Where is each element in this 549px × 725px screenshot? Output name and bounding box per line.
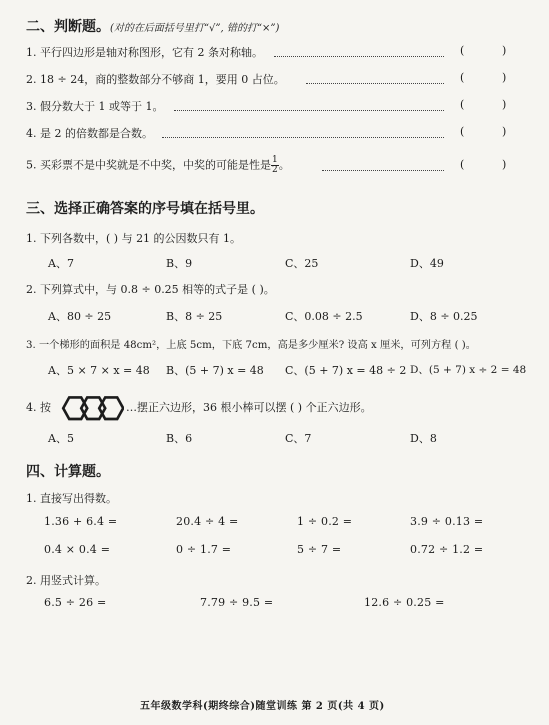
dotted-leader xyxy=(174,110,444,111)
hexagon-row-figure xyxy=(60,386,124,426)
calc-item: 1.36 + 6.4 = xyxy=(44,515,118,528)
choice-q2-option-c[interactable]: C、0.08 ÷ 2.5 xyxy=(285,310,363,323)
judge-item-5: 5. 买彩票不是中奖就是不中奖，中奖的可能是性是 $\frac{1}{2}$ 。 xyxy=(26,155,290,175)
choice-q4-option-a[interactable]: A、5 xyxy=(48,432,74,445)
answer-paren-close[interactable]: ) xyxy=(502,125,507,138)
answer-paren-open[interactable]: ( xyxy=(460,98,465,111)
calc-item: 12.6 ÷ 0.25 = xyxy=(364,596,445,609)
choice-q2-option-b[interactable]: B、8 ÷ 25 xyxy=(166,310,223,323)
choice-q3-option-a[interactable]: A、5 × 7 × x = 48 xyxy=(48,364,150,377)
choice-q3-option-d[interactable]: D、(5 + 7) x ÷ 2 = 48 xyxy=(410,364,527,376)
choice-q2: 2. 下列算式中，与 0.8 ÷ 0.25 相等的式子是 ( )。 xyxy=(26,283,275,296)
judge-item-3: 3. 假分数大于 1 或等于 1。 xyxy=(26,100,164,113)
choice-q3: 3. 一个梯形的面积是 48cm²，上底 5cm，下底 7cm，高是多少厘米? 设高 x 厘米，可列方程 ( )。 xyxy=(26,340,476,351)
calc-item: 0.4 × 0.4 = xyxy=(44,543,111,556)
choice-q1-option-b[interactable]: B、9 xyxy=(166,257,193,270)
choice-q3-option-c[interactable]: C、(5 + 7) x = 48 ÷ 2 xyxy=(285,364,407,377)
dotted-leader xyxy=(274,56,444,57)
choice-q1-option-a[interactable]: A、7 xyxy=(48,257,74,270)
choice-q3-option-b[interactable]: B、(5 + 7) x = 48 xyxy=(166,364,264,377)
section3-title: 三、选择正确答案的序号填在括号里。 xyxy=(26,201,264,217)
answer-paren-close[interactable]: ) xyxy=(502,44,507,57)
calc-item: 6.5 ÷ 26 = xyxy=(44,596,107,609)
fraction-one-half: $\frac{1}{2}$ xyxy=(272,155,278,175)
section2-title: 二、判断题。(对的在后面括号里打“√”, 错的打“×”) xyxy=(26,19,280,35)
calc-item: 5 ÷ 7 = xyxy=(297,543,342,556)
choice-q2-option-d[interactable]: D、8 ÷ 0.25 xyxy=(410,310,478,323)
choice-q4-prefix: 4. 按 xyxy=(26,401,51,414)
calc-item: 0 ÷ 1.7 = xyxy=(176,543,232,556)
choice-q1-option-d[interactable]: D、49 xyxy=(410,257,444,270)
answer-paren-close[interactable]: ) xyxy=(502,71,507,84)
calc-item: 3.9 ÷ 0.13 = xyxy=(410,515,484,528)
choice-q1-option-c[interactable]: C、25 xyxy=(285,257,319,270)
calc-sub1: 1. 直接写出得数。 xyxy=(26,492,117,505)
choice-q2-option-a[interactable]: A、80 ÷ 25 xyxy=(48,310,112,323)
answer-paren-open[interactable]: ( xyxy=(460,71,465,84)
choice-q4-option-b[interactable]: B、6 xyxy=(166,432,193,445)
answer-paren-open[interactable]: ( xyxy=(460,158,465,171)
answer-paren-open[interactable]: ( xyxy=(460,125,465,138)
answer-paren-close[interactable]: ) xyxy=(502,158,507,171)
answer-paren-open[interactable]: ( xyxy=(460,44,465,57)
calc-item: 20.4 ÷ 4 = xyxy=(176,515,239,528)
dotted-leader xyxy=(162,137,444,138)
dotted-leader xyxy=(322,170,444,171)
choice-q4-option-c[interactable]: C、7 xyxy=(285,432,312,445)
judge-item-4: 4. 是 2 的倍数都是合数。 xyxy=(26,127,153,140)
calc-sub2: 2. 用竖式计算。 xyxy=(26,574,106,587)
judge-item-2: 2. 18 ÷ 24，商的整数部分不够商 1，要用 0 占位。 xyxy=(26,73,285,86)
page-footer: 五年级数学科(期终综合)随堂训练 第 2 页(共 4 页) xyxy=(140,701,385,712)
choice-q1: 1. 下列各数中，( ) 与 21 的公因数只有 1。 xyxy=(26,232,242,245)
calc-item: 1 ÷ 0.2 = xyxy=(297,515,353,528)
choice-q4-option-d[interactable]: D、8 xyxy=(410,432,437,445)
dotted-leader xyxy=(306,83,444,84)
calc-item: 0.72 ÷ 1.2 = xyxy=(410,543,484,556)
section4-title: 四、计算题。 xyxy=(26,464,110,480)
answer-paren-close[interactable]: ) xyxy=(502,98,507,111)
section2-subtitle: (对的在后面括号里打“√”, 错的打“×”) xyxy=(110,23,280,34)
calc-item: 7.79 ÷ 9.5 = xyxy=(200,596,274,609)
judge-item-1: 1. 平行四边形是轴对称图形，它有 2 条对称轴。 xyxy=(26,46,263,59)
choice-q4: …摆正六边形，36 根小棒可以摆 ( ) 个正六边形。 xyxy=(126,401,372,414)
